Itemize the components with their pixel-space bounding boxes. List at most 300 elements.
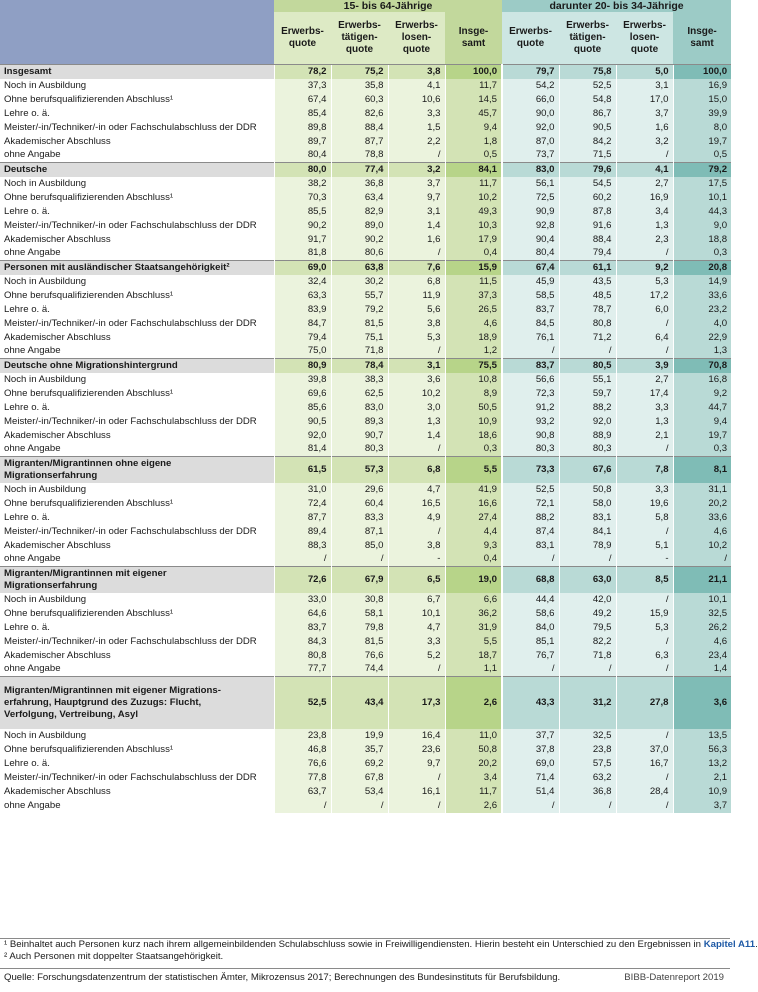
value-cell: 32,4 bbox=[274, 275, 331, 289]
value-cell: 10,2 bbox=[445, 191, 502, 205]
value-cell: 100,0 bbox=[445, 65, 502, 79]
value-cell: 83,3 bbox=[331, 511, 388, 525]
value-cell: 71,4 bbox=[502, 771, 559, 785]
value-cell: 10,1 bbox=[673, 593, 731, 607]
value-cell: 32,5 bbox=[559, 729, 616, 743]
value-cell: 78,8 bbox=[331, 149, 388, 163]
row-label bbox=[0, 191, 274, 205]
row-label-line: Meister/-in/Techniker/-in oder Fachschulabschluss der DDR bbox=[4, 771, 257, 783]
value-cell: 10,2 bbox=[388, 387, 445, 401]
row-label bbox=[0, 415, 274, 429]
value-cell: 79,4 bbox=[559, 247, 616, 261]
value-cell: / bbox=[274, 553, 331, 567]
row-label-line: Insgesamt bbox=[4, 65, 52, 77]
value-cell: / bbox=[616, 635, 673, 649]
value-cell: / bbox=[502, 799, 559, 813]
value-cell: 63,4 bbox=[331, 191, 388, 205]
value-cell: 28,4 bbox=[616, 785, 673, 799]
row-label-line: ohne Angabe bbox=[4, 345, 61, 357]
row-label bbox=[0, 443, 274, 457]
value-cell: 5,8 bbox=[616, 511, 673, 525]
row-label-line: Migrationserfahrung bbox=[4, 469, 98, 481]
row-label bbox=[0, 593, 274, 607]
table-row bbox=[0, 553, 731, 567]
section-row bbox=[0, 65, 731, 79]
value-cell: 23,8 bbox=[274, 729, 331, 743]
value-cell: 2,3 bbox=[616, 233, 673, 247]
row-label bbox=[0, 429, 274, 443]
value-cell: 56,6 bbox=[502, 373, 559, 387]
column-header: Erwerbs- quote bbox=[502, 12, 559, 65]
value-cell: 55,7 bbox=[331, 289, 388, 303]
table-row bbox=[0, 663, 731, 677]
value-cell: 80,0 bbox=[274, 163, 331, 177]
column-header: Insge- samt bbox=[673, 12, 731, 65]
value-cell: 80,6 bbox=[331, 247, 388, 261]
row-label-line: Lehre o. ä. bbox=[4, 303, 50, 315]
value-cell: 90,5 bbox=[559, 121, 616, 135]
row-label-line: Akademischer Abschluss bbox=[4, 331, 111, 343]
row-label-line: Noch in Ausbildung bbox=[4, 729, 87, 741]
value-cell: 3,1 bbox=[388, 359, 445, 373]
value-cell: 10,6 bbox=[388, 93, 445, 107]
value-cell: / bbox=[388, 799, 445, 813]
value-cell: 17,2 bbox=[616, 289, 673, 303]
value-cell: 79,6 bbox=[559, 163, 616, 177]
value-cell: 52,5 bbox=[502, 483, 559, 497]
value-cell: 27,8 bbox=[616, 677, 673, 729]
table-row bbox=[0, 607, 731, 621]
value-cell: 9,4 bbox=[673, 415, 731, 429]
row-label bbox=[0, 121, 274, 135]
value-cell: 73,3 bbox=[502, 457, 559, 483]
row-label-line: ohne Angabe bbox=[4, 149, 61, 161]
value-cell: 89,3 bbox=[331, 415, 388, 429]
value-cell: 49,3 bbox=[445, 205, 502, 219]
value-cell: 3,7 bbox=[616, 107, 673, 121]
value-cell: 3,1 bbox=[616, 79, 673, 93]
row-label-line: Migranten/Migrantinnen ohne eigene bbox=[4, 457, 172, 469]
value-cell: - bbox=[388, 553, 445, 567]
row-label bbox=[0, 607, 274, 621]
row-label bbox=[0, 649, 274, 663]
table-row bbox=[0, 345, 731, 359]
value-cell: 70,8 bbox=[673, 359, 731, 373]
value-cell: 16,6 bbox=[445, 497, 502, 511]
value-cell: 81,8 bbox=[274, 247, 331, 261]
table-row bbox=[0, 799, 731, 813]
table-body bbox=[0, 65, 731, 813]
value-cell: 79,2 bbox=[673, 163, 731, 177]
table-row bbox=[0, 233, 731, 247]
value-cell: 67,8 bbox=[331, 771, 388, 785]
value-cell: 83,7 bbox=[274, 621, 331, 635]
value-cell: 5,6 bbox=[388, 303, 445, 317]
value-cell: 1,6 bbox=[388, 233, 445, 247]
value-cell: 5,3 bbox=[616, 621, 673, 635]
value-cell: 4,9 bbox=[388, 511, 445, 525]
row-label bbox=[0, 677, 274, 729]
row-label-line: Noch in Ausbildung bbox=[4, 177, 87, 189]
row-label bbox=[0, 799, 274, 813]
row-label bbox=[0, 457, 274, 483]
table-row bbox=[0, 593, 731, 607]
row-label bbox=[0, 635, 274, 649]
value-cell: 63,0 bbox=[559, 567, 616, 593]
value-cell: 27,4 bbox=[445, 511, 502, 525]
value-cell: 17,3 bbox=[388, 677, 445, 729]
value-cell: / bbox=[502, 553, 559, 567]
value-cell: / bbox=[502, 345, 559, 359]
value-cell: 20,8 bbox=[673, 261, 731, 275]
value-cell: / bbox=[616, 317, 673, 331]
row-label bbox=[0, 567, 274, 593]
value-cell: 93,2 bbox=[502, 415, 559, 429]
value-cell: 3,7 bbox=[388, 177, 445, 191]
value-cell: / bbox=[559, 345, 616, 359]
value-cell: 56,3 bbox=[673, 743, 731, 757]
value-cell: 1,4 bbox=[388, 429, 445, 443]
value-cell: 11,0 bbox=[445, 729, 502, 743]
value-cell: 83,1 bbox=[559, 511, 616, 525]
value-cell: 80,3 bbox=[502, 443, 559, 457]
row-label-line: Meister/-in/Techniker/-in oder Fachschulabschluss der DDR bbox=[4, 219, 257, 231]
value-cell: / bbox=[388, 247, 445, 261]
value-cell: 62,5 bbox=[331, 387, 388, 401]
value-cell: 37,7 bbox=[502, 729, 559, 743]
value-cell: 79,7 bbox=[502, 65, 559, 79]
value-cell: 80,5 bbox=[559, 359, 616, 373]
table-row bbox=[0, 621, 731, 635]
table-row bbox=[0, 93, 731, 107]
value-cell: 16,9 bbox=[673, 79, 731, 93]
value-cell: 67,6 bbox=[559, 457, 616, 483]
value-cell: 5,3 bbox=[616, 275, 673, 289]
value-cell: 5,1 bbox=[616, 539, 673, 553]
value-cell: 19,7 bbox=[673, 429, 731, 443]
value-cell: 67,9 bbox=[331, 567, 388, 593]
value-cell: 87,1 bbox=[331, 525, 388, 539]
row-label bbox=[0, 729, 274, 743]
row-label-line: Lehre o. ä. bbox=[4, 621, 50, 633]
value-cell: 85,4 bbox=[274, 107, 331, 121]
value-cell: 80,4 bbox=[502, 247, 559, 261]
value-cell: 36,8 bbox=[559, 785, 616, 799]
value-cell: 10,9 bbox=[445, 415, 502, 429]
value-cell: 4,7 bbox=[388, 621, 445, 635]
value-cell: 10,1 bbox=[673, 191, 731, 205]
row-label bbox=[0, 205, 274, 219]
value-cell: 63,3 bbox=[274, 289, 331, 303]
header-group-20-34: darunter 20- bis 34-Jährige bbox=[502, 0, 731, 12]
value-cell: 89,8 bbox=[274, 121, 331, 135]
row-label bbox=[0, 525, 274, 539]
table-row bbox=[0, 649, 731, 663]
row-label-line: Deutsche bbox=[4, 163, 48, 175]
value-cell: 69,0 bbox=[274, 261, 331, 275]
value-cell: 42,0 bbox=[559, 593, 616, 607]
value-cell: 11,7 bbox=[445, 785, 502, 799]
row-label-line: Personen mit ausländischer Staatsangehörigkeit² bbox=[4, 261, 230, 273]
value-cell: 9,3 bbox=[445, 539, 502, 553]
table-row bbox=[0, 331, 731, 345]
value-cell: 41,9 bbox=[445, 483, 502, 497]
value-cell: 79,4 bbox=[274, 331, 331, 345]
row-label bbox=[0, 771, 274, 785]
value-cell: 83,1 bbox=[502, 539, 559, 553]
row-label-line: ohne Angabe bbox=[4, 553, 61, 565]
value-cell: 87,0 bbox=[502, 135, 559, 149]
table-row bbox=[0, 511, 731, 525]
value-cell: / bbox=[388, 663, 445, 677]
row-label-line: Noch in Ausbildung bbox=[4, 373, 87, 385]
value-cell: 1,8 bbox=[445, 135, 502, 149]
value-cell: 6,6 bbox=[445, 593, 502, 607]
value-cell: 37,3 bbox=[274, 79, 331, 93]
value-cell: 74,4 bbox=[331, 663, 388, 677]
value-cell: 92,0 bbox=[274, 429, 331, 443]
value-cell: 10,1 bbox=[388, 607, 445, 621]
table-row bbox=[0, 635, 731, 649]
row-label-line: Verfolgung, Vertreibung, Asyl bbox=[4, 708, 138, 720]
value-cell: 37,8 bbox=[502, 743, 559, 757]
table-row bbox=[0, 539, 731, 553]
value-cell: / bbox=[673, 553, 731, 567]
value-cell: 36,8 bbox=[331, 177, 388, 191]
value-cell: / bbox=[616, 593, 673, 607]
value-cell: 35,7 bbox=[331, 743, 388, 757]
value-cell: 51,4 bbox=[502, 785, 559, 799]
value-cell: 37,3 bbox=[445, 289, 502, 303]
value-cell: 72,5 bbox=[502, 191, 559, 205]
row-label-line: Meister/-in/Techniker/-in oder Fachschulabschluss der DDR bbox=[4, 121, 257, 133]
value-cell: 88,4 bbox=[331, 121, 388, 135]
value-cell: 38,2 bbox=[274, 177, 331, 191]
value-cell: 61,5 bbox=[274, 457, 331, 483]
value-cell: 76,7 bbox=[502, 649, 559, 663]
row-label-line: ohne Angabe bbox=[4, 663, 61, 675]
value-cell: 1,3 bbox=[616, 219, 673, 233]
value-cell: 58,0 bbox=[559, 497, 616, 511]
value-cell: 10,3 bbox=[445, 219, 502, 233]
value-cell: 87,7 bbox=[331, 135, 388, 149]
value-cell: 52,5 bbox=[274, 677, 331, 729]
value-cell: 80,8 bbox=[274, 649, 331, 663]
value-cell: 71,8 bbox=[559, 649, 616, 663]
value-cell: 10,8 bbox=[445, 373, 502, 387]
value-cell: 5,2 bbox=[388, 649, 445, 663]
value-cell: 90,0 bbox=[502, 107, 559, 121]
row-label bbox=[0, 401, 274, 415]
value-cell: / bbox=[388, 525, 445, 539]
row-label-line: Lehre o. ä. bbox=[4, 401, 50, 413]
value-cell: 31,1 bbox=[673, 483, 731, 497]
value-cell: 39,8 bbox=[274, 373, 331, 387]
value-cell: 23,2 bbox=[673, 303, 731, 317]
value-cell: 13,2 bbox=[673, 757, 731, 771]
value-cell: 88,4 bbox=[559, 233, 616, 247]
value-cell: 72,4 bbox=[274, 497, 331, 511]
row-label bbox=[0, 663, 274, 677]
row-label-line: ohne Angabe bbox=[4, 799, 61, 811]
value-cell: 0,3 bbox=[445, 443, 502, 457]
value-cell: 19,9 bbox=[331, 729, 388, 743]
value-cell: 29,6 bbox=[331, 483, 388, 497]
row-label-line: Noch in Ausbildung bbox=[4, 593, 87, 605]
table-row bbox=[0, 289, 731, 303]
row-label bbox=[0, 275, 274, 289]
value-cell: 79,5 bbox=[559, 621, 616, 635]
value-cell: 90,7 bbox=[331, 429, 388, 443]
table-row bbox=[0, 743, 731, 757]
row-label-line: Meister/-in/Techniker/-in oder Fachschulabschluss der DDR bbox=[4, 525, 257, 537]
value-cell: 4,0 bbox=[673, 317, 731, 331]
value-cell: 83,7 bbox=[502, 303, 559, 317]
value-cell: 84,2 bbox=[559, 135, 616, 149]
section-row bbox=[0, 677, 731, 729]
value-cell: / bbox=[388, 149, 445, 163]
value-cell: 83,0 bbox=[502, 163, 559, 177]
value-cell: 86,7 bbox=[559, 107, 616, 121]
chapter-link[interactable]: Kapitel A11 bbox=[703, 939, 756, 950]
value-cell: 69,0 bbox=[502, 757, 559, 771]
row-label bbox=[0, 497, 274, 511]
value-cell: 3,1 bbox=[388, 205, 445, 219]
value-cell: 11,9 bbox=[388, 289, 445, 303]
value-cell: 87,4 bbox=[502, 525, 559, 539]
table-row bbox=[0, 757, 731, 771]
value-cell: 3,2 bbox=[388, 163, 445, 177]
footnote-1-text: ¹ Beinhaltet auch Personen kurz nach ihrem allgemeinbildenden Schulabschluss sowie in Freiwilligendiensten. Hierin besteht ein Unterschied zu den Ergebnissen in bbox=[4, 939, 702, 950]
row-label-line: Ohne berufsqualifizierenden Abschluss¹ bbox=[4, 743, 174, 755]
table-row bbox=[0, 107, 731, 121]
table-row bbox=[0, 121, 731, 135]
value-cell: 17,4 bbox=[616, 387, 673, 401]
value-cell: 30,8 bbox=[331, 593, 388, 607]
value-cell: 4,4 bbox=[445, 525, 502, 539]
value-cell: 9,4 bbox=[445, 121, 502, 135]
value-cell: 49,2 bbox=[559, 607, 616, 621]
value-cell: 0,5 bbox=[673, 149, 731, 163]
value-cell: 2,6 bbox=[445, 799, 502, 813]
value-cell: 11,7 bbox=[445, 177, 502, 191]
value-cell: 11,7 bbox=[445, 79, 502, 93]
value-cell: 92,0 bbox=[502, 121, 559, 135]
value-cell: 32,5 bbox=[673, 607, 731, 621]
value-cell: / bbox=[616, 247, 673, 261]
value-cell: 18,8 bbox=[673, 233, 731, 247]
row-label-line: Noch in Ausbildung bbox=[4, 79, 87, 91]
value-cell: 1,2 bbox=[445, 345, 502, 359]
column-header: Erwerbs- losen- quote bbox=[616, 12, 673, 65]
brand-label: BIBB-Datenreport 2019 bbox=[624, 972, 724, 983]
value-cell: 9,2 bbox=[673, 387, 731, 401]
row-label-line: Lehre o. ä. bbox=[4, 205, 50, 217]
row-label-line: Ohne berufsqualifizierenden Abschluss¹ bbox=[4, 387, 174, 399]
value-cell: / bbox=[559, 663, 616, 677]
table-row bbox=[0, 135, 731, 149]
value-cell: 79,8 bbox=[331, 621, 388, 635]
value-cell: 81,4 bbox=[274, 443, 331, 457]
value-cell: 63,7 bbox=[274, 785, 331, 799]
value-cell: 63,2 bbox=[559, 771, 616, 785]
footnote-1 bbox=[0, 939, 758, 951]
value-cell: 3,9 bbox=[616, 359, 673, 373]
value-cell: / bbox=[331, 553, 388, 567]
value-cell: 79,2 bbox=[331, 303, 388, 317]
value-cell: 50,8 bbox=[559, 483, 616, 497]
value-cell: 8,1 bbox=[673, 457, 731, 483]
value-cell: 0,5 bbox=[445, 149, 502, 163]
value-cell: 90,2 bbox=[274, 219, 331, 233]
value-cell: / bbox=[616, 345, 673, 359]
value-cell: 72,1 bbox=[502, 497, 559, 511]
value-cell: 85,5 bbox=[274, 205, 331, 219]
value-cell: 1,5 bbox=[388, 121, 445, 135]
value-cell: 60,3 bbox=[331, 93, 388, 107]
table-row bbox=[0, 443, 731, 457]
value-cell: 82,9 bbox=[331, 205, 388, 219]
table-row bbox=[0, 247, 731, 261]
value-cell: 3,2 bbox=[616, 135, 673, 149]
value-cell: 0,3 bbox=[673, 443, 731, 457]
value-cell: 84,1 bbox=[559, 525, 616, 539]
value-cell: 58,1 bbox=[331, 607, 388, 621]
table-row bbox=[0, 729, 731, 743]
value-cell: / bbox=[331, 799, 388, 813]
value-cell: 18,7 bbox=[445, 649, 502, 663]
value-cell: / bbox=[616, 771, 673, 785]
row-label-line: Migranten/Migrantinnen mit eigener bbox=[4, 567, 167, 579]
value-cell: 13,5 bbox=[673, 729, 731, 743]
value-cell: 57,3 bbox=[331, 457, 388, 483]
value-cell: 54,8 bbox=[559, 93, 616, 107]
row-label-line: Migrationserfahrung bbox=[4, 579, 98, 591]
value-cell: 78,7 bbox=[559, 303, 616, 317]
value-cell: 20,2 bbox=[445, 757, 502, 771]
value-cell: 1,4 bbox=[388, 219, 445, 233]
value-cell: 17,0 bbox=[616, 93, 673, 107]
value-cell: 16,9 bbox=[616, 191, 673, 205]
row-label-line: Akademischer Abschluss bbox=[4, 649, 111, 661]
value-cell: / bbox=[274, 799, 331, 813]
value-cell: 3,8 bbox=[388, 539, 445, 553]
value-cell: 2,6 bbox=[445, 677, 502, 729]
value-cell: 77,7 bbox=[274, 663, 331, 677]
table-row bbox=[0, 79, 731, 93]
value-cell: 5,3 bbox=[388, 331, 445, 345]
table-row bbox=[0, 771, 731, 785]
value-cell: 91,7 bbox=[274, 233, 331, 247]
value-cell: 16,5 bbox=[388, 497, 445, 511]
row-label bbox=[0, 93, 274, 107]
value-cell: 66,0 bbox=[502, 93, 559, 107]
table-row bbox=[0, 275, 731, 289]
value-cell: 80,9 bbox=[274, 359, 331, 373]
row-label bbox=[0, 785, 274, 799]
value-cell: 76,6 bbox=[331, 649, 388, 663]
value-cell: 75,1 bbox=[331, 331, 388, 345]
value-cell: 59,7 bbox=[559, 387, 616, 401]
value-cell: 91,2 bbox=[502, 401, 559, 415]
value-cell: 45,9 bbox=[502, 275, 559, 289]
value-cell: 26,5 bbox=[445, 303, 502, 317]
value-cell: 56,1 bbox=[502, 177, 559, 191]
value-cell: / bbox=[616, 525, 673, 539]
row-label bbox=[0, 483, 274, 497]
value-cell: 89,7 bbox=[274, 135, 331, 149]
value-cell: 9,0 bbox=[673, 219, 731, 233]
